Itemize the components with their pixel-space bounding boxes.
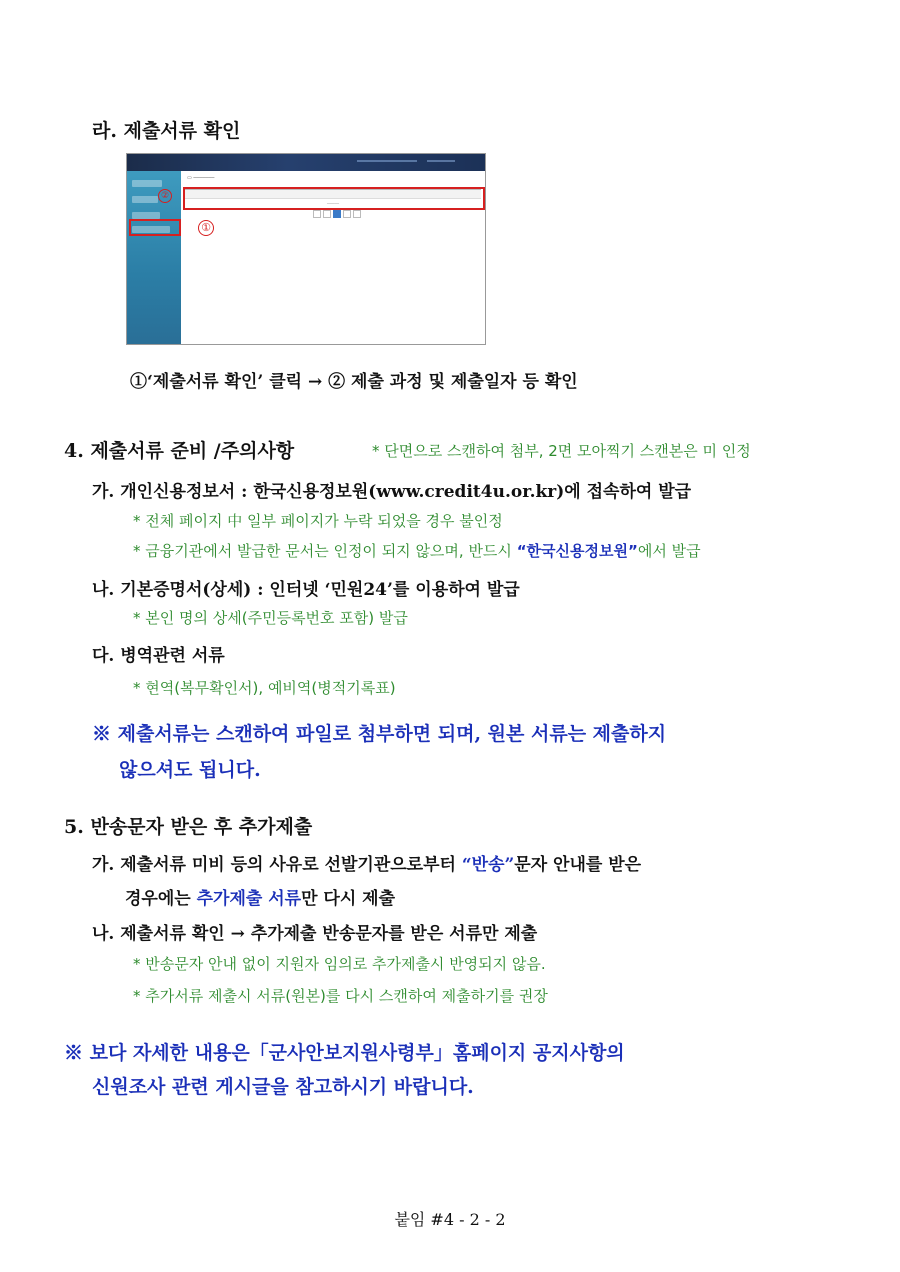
item-basic-certificate: 나. 기본증명서(상세) : 인터넷 ‘민원24’를 이용하여 발급 bbox=[92, 580, 520, 600]
section-5-heading: 5. 반송문자 받은 후 추가제출 bbox=[64, 816, 313, 838]
note-return-1: * 반송문자 안내 없이 지원자 임의로 추가제출시 반영되지 않음. bbox=[133, 955, 546, 973]
sidebar-menu-item bbox=[132, 180, 162, 187]
screenshot-header-bar bbox=[127, 154, 485, 171]
sidebar-menu-item bbox=[132, 212, 160, 219]
note-credit-1: * 전체 페이지 中 일부 페이지가 누락 되었을 경우 불인정 bbox=[133, 512, 503, 530]
marker-1: ① bbox=[198, 220, 214, 236]
note-credit-2: * 금융기관에서 발급한 문서는 인정이 되지 않으며, 반드시 “한국신용정보원”에서 발급 bbox=[133, 542, 701, 560]
highlight-credit-agency: “한국신용정보원” bbox=[516, 542, 638, 560]
highlight-additional-docs: 추가제출 서류 bbox=[196, 889, 302, 909]
screenshot-table: ───── bbox=[185, 189, 481, 208]
note-return-2: * 추가서류 제출시 서류(원본)를 다시 스캔하여 제출하기를 권장 bbox=[133, 987, 548, 1005]
screenshot-page-title: ▭ ─────── bbox=[187, 175, 215, 181]
screenshot-pager bbox=[313, 210, 361, 218]
item-credit-report: 가. 개인신용정보서 : 한국신용정보원(www.credit4u.or.kr)에 접속하여 발급 bbox=[92, 482, 692, 502]
subsection-heading: 라. 제출서류 확인 bbox=[92, 120, 241, 142]
item-return-reason-line-2: 경우에는 추가제출 서류만 다시 제출 bbox=[125, 889, 396, 909]
item-check-docs: 나. 제출서류 확인 → 추가제출 반송문자를 받은 서류만 제출 bbox=[92, 924, 538, 944]
section-4-heading: 4. 제출서류 준비 /주의사항 bbox=[64, 440, 295, 462]
final-note-line-2: 신원조사 관련 게시글을 참고하시기 바랍니다. bbox=[92, 1076, 474, 1098]
note-basic-certificate: * 본인 명의 상세(주민등록번호 포함) 발급 bbox=[133, 609, 408, 627]
scan-warning-line-2: 않으셔도 됩니다. bbox=[119, 759, 261, 781]
page-footer: 붙임 #4 - 2 - 2 bbox=[394, 1210, 506, 1229]
highlight-return: “반송” bbox=[461, 855, 515, 875]
section-4-note: * 단면으로 스캔하여 첨부, 2면 모아찍기 스캔본은 미 인정 bbox=[372, 442, 751, 460]
item-return-reason: 가. 제출서류 미비 등의 사유로 선발기관으로부터 “반송”문자 안내를 받은 bbox=[92, 855, 642, 875]
screenshot-caption: ①‘제출서류 확인’ 클릭 → ② 제출 과정 및 제출일자 등 확인 bbox=[130, 372, 578, 392]
scan-warning-line-1: ※ 제출서류는 스캔하여 파일로 첨부하면 되며, 원본 서류는 제출하지 bbox=[92, 723, 667, 745]
item-military-docs: 다. 병역관련 서류 bbox=[92, 646, 225, 666]
sidebar-menu-item bbox=[132, 196, 158, 203]
highlight-box-1 bbox=[129, 219, 181, 236]
embedded-screenshot bbox=[126, 153, 486, 345]
note-military-docs: * 현역(복무확인서), 예비역(병적기록표) bbox=[133, 679, 396, 697]
screenshot-sidebar bbox=[127, 171, 181, 344]
marker-2: ② bbox=[158, 189, 172, 203]
final-note-line-1: ※ 보다 자세한 내용은「군사안보지원사령부」홈페이지 공지사항의 bbox=[64, 1042, 625, 1064]
